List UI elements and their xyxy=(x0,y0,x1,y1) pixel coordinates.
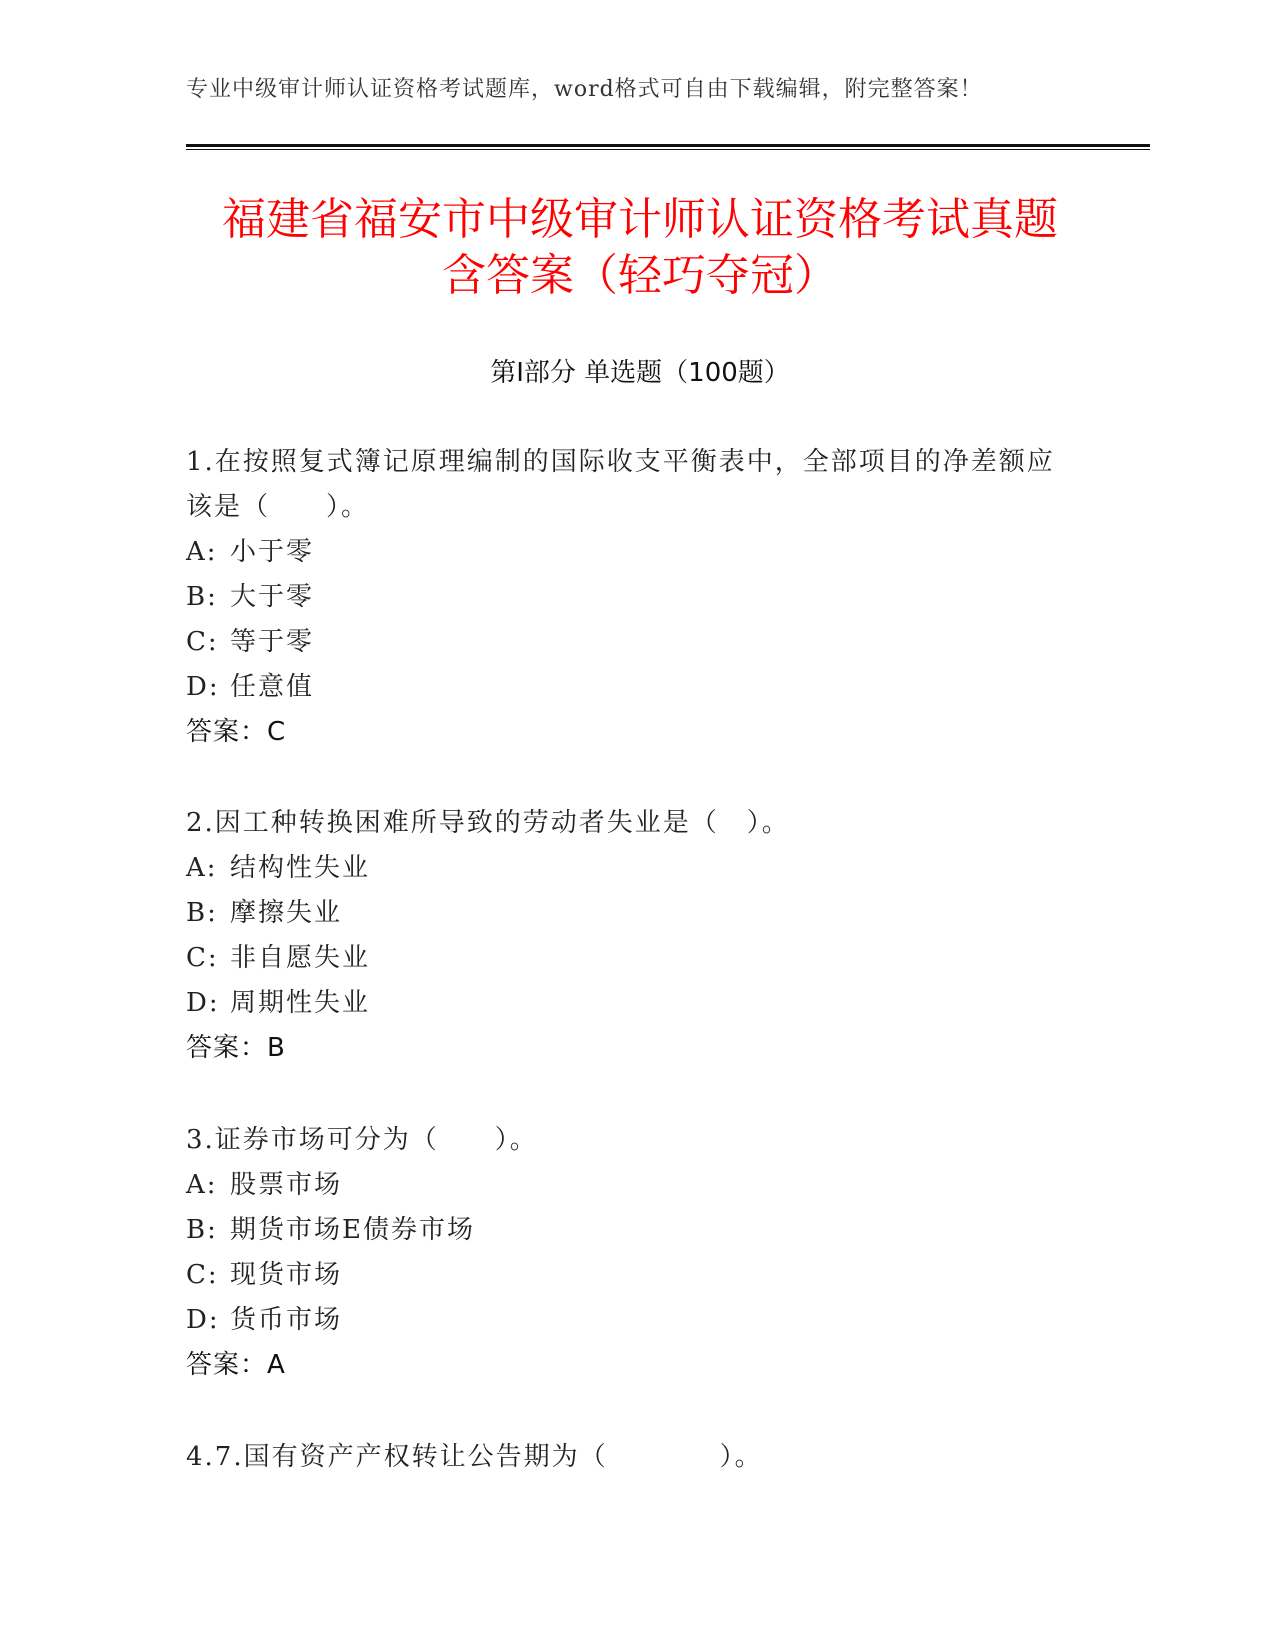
option-a xyxy=(186,846,1066,891)
option-letter: C: xyxy=(186,1260,219,1290)
question-stem: 1.在按照复式簿记原理编制的国际收支平衡表中，全部项目的净差额应该是（ ）。 xyxy=(186,447,1055,522)
option-text: 货币市场 xyxy=(230,1305,343,1335)
section-heading: 第Ⅰ部分 单选题（100题） xyxy=(490,358,790,388)
question-3 xyxy=(186,1118,1066,1388)
option-a xyxy=(186,1163,1066,1208)
answer-line: 答案：B xyxy=(186,1033,286,1063)
option-letter: D: xyxy=(186,672,220,702)
option-c xyxy=(186,1253,1066,1298)
title-line-2: 含答案（轻巧夺冠） xyxy=(442,250,838,301)
option-a xyxy=(186,530,1066,575)
option-text: 股票市场 xyxy=(230,1170,343,1200)
option-text: 期货市场E债券市场 xyxy=(230,1215,475,1245)
option-c xyxy=(186,936,1066,981)
option-text: 结构性失业 xyxy=(230,853,371,883)
option-letter: D: xyxy=(186,988,220,1018)
option-letter: A: xyxy=(186,537,218,567)
answer-line: 答案：C xyxy=(186,717,287,747)
question-4 xyxy=(186,1435,1066,1480)
question-2 xyxy=(186,801,1066,1071)
option-text: 任意值 xyxy=(230,672,315,702)
option-letter: C: xyxy=(186,943,219,973)
question-1 xyxy=(186,440,1066,755)
title-line-1: 福建省福安市中级审计师认证资格考试真题 xyxy=(222,194,1058,245)
option-letter: A: xyxy=(186,853,218,883)
option-letter: B: xyxy=(186,1215,218,1245)
answer-line: 答案：A xyxy=(186,1350,286,1380)
option-text: 周期性失业 xyxy=(230,988,371,1018)
option-text: 非自愿失业 xyxy=(230,943,371,973)
option-letter: A: xyxy=(186,1170,218,1200)
option-d xyxy=(186,1298,1066,1343)
option-letter: C: xyxy=(186,627,219,657)
option-d xyxy=(186,665,1066,710)
question-stem: 2.因工种转换困难所导致的劳动者失业是（ ）。 xyxy=(186,808,790,838)
option-letter: B: xyxy=(186,898,218,928)
option-b xyxy=(186,575,1066,620)
header-divider xyxy=(186,144,1150,150)
option-text: 现货市场 xyxy=(230,1260,343,1290)
option-text: 摩擦失业 xyxy=(230,898,343,928)
question-stem: 3.证券市场可分为（ ）。 xyxy=(186,1125,538,1155)
option-b xyxy=(186,891,1066,936)
option-text: 小于零 xyxy=(230,537,315,567)
question-stem: 4.7.国有资产产权转让公告期为（ ）。 xyxy=(186,1442,763,1472)
page-header: 专业中级审计师认证资格考试题库，word格式可自由下载编辑，附完整答案！ xyxy=(186,77,983,102)
option-text: 大于零 xyxy=(230,582,315,612)
option-c xyxy=(186,620,1066,665)
option-letter: B: xyxy=(186,582,218,612)
option-letter: D: xyxy=(186,1305,220,1335)
document-title xyxy=(150,192,1130,304)
option-text: 等于零 xyxy=(230,627,315,657)
option-d xyxy=(186,981,1066,1026)
option-b xyxy=(186,1208,1066,1253)
